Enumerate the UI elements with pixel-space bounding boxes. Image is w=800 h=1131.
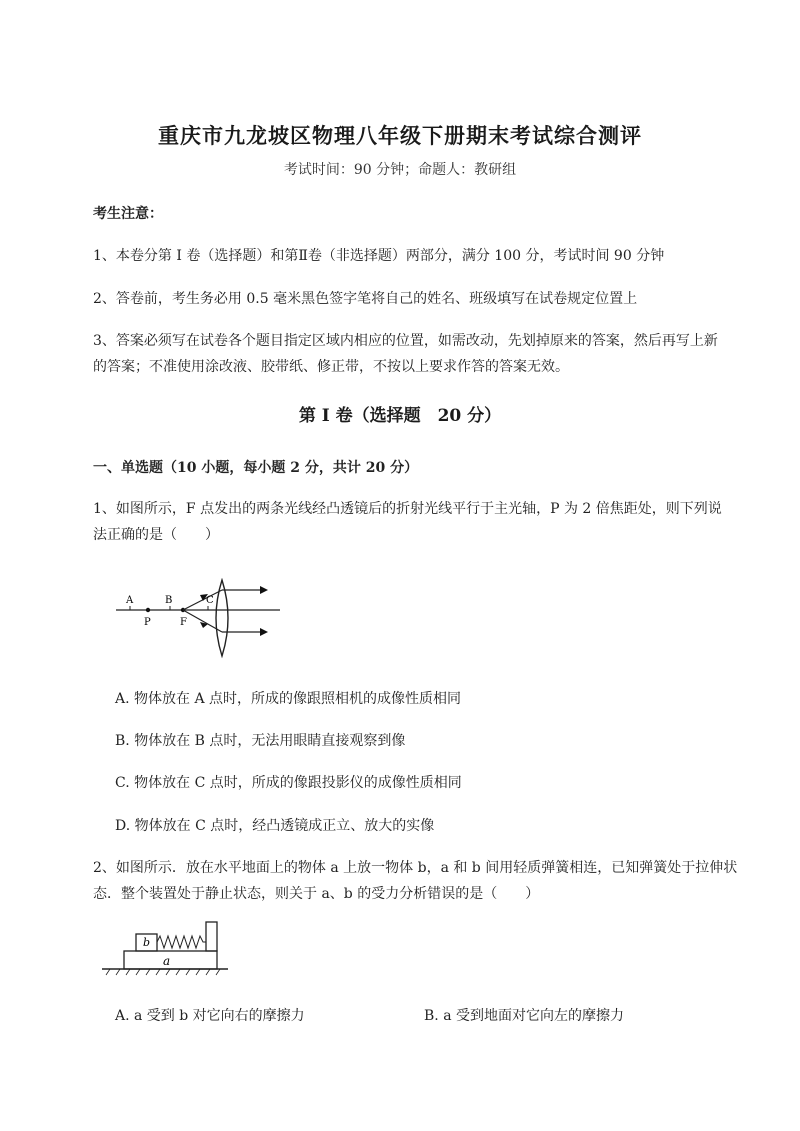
q2-option-a: A. a 受到 b 对它向右的摩擦力 bbox=[115, 1008, 305, 1024]
notice-heading: 考生注意： bbox=[93, 206, 163, 222]
block-a bbox=[124, 951, 217, 969]
convex-lens bbox=[216, 580, 228, 656]
arrow-icon bbox=[260, 586, 268, 594]
arrow-icon bbox=[260, 628, 268, 636]
lens-diagram bbox=[108, 578, 288, 663]
q1-option-b: B. 物体放在 B 点时，无法用眼睛直接观察到像 bbox=[115, 733, 406, 749]
notice-item-3-line2: 的答案；不准使用涂改液、胶带纸、修正带，不按以上要求作答的答案无效。 bbox=[93, 359, 569, 375]
label-c: C bbox=[206, 595, 214, 606]
page-title: 重庆市九龙坡区物理八年级下册期末考试综合测评 bbox=[158, 123, 642, 148]
q2-stem-line1: 2、如图所示．放在水平地面上的物体 a 上放一物体 b，a 和 b 间用轻质弹簧相连，已知弹簧处于拉伸状 bbox=[93, 860, 738, 876]
part-heading: 一、单选题（10 小题，每小题 2 分，共计 20 分） bbox=[93, 460, 419, 476]
q1-option-d: D. 物体放在 C 点时，经凸透镜成正立、放大的实像 bbox=[115, 818, 435, 834]
q2-option-b: B. a 受到地面对它向左的摩擦力 bbox=[424, 1008, 624, 1024]
q1-stem-line2: 法正确的是（ ） bbox=[93, 527, 219, 543]
q1-option-a: A. 物体放在 A 点时，所成的像跟照相机的成像性质相同 bbox=[115, 691, 462, 707]
ground-hatching bbox=[106, 969, 220, 975]
spring-block-diagram bbox=[100, 920, 230, 982]
q1-stem-line1: 1、如图所示，F 点发出的两条光线经凸透镜后的折射光线平行于主光轴，P 为 2 倍焦距处，则下列说 bbox=[93, 501, 722, 517]
point-p-dot bbox=[146, 608, 150, 612]
notice-item-2: 2、答卷前，考生务必用 0.5 毫米黑色签字笔将自己的姓名、班级填写在试卷规定位置上 bbox=[93, 291, 638, 307]
label-b: b bbox=[143, 936, 151, 949]
q1-option-c: C. 物体放在 C 点时，所成的像跟投影仪的成像性质相同 bbox=[115, 775, 462, 791]
label-f: F bbox=[180, 617, 187, 628]
notice-item-3-line1: 3、答案必须写在试卷各个题目指定区域内相应的位置，如需改动，先划掉原来的答案，然后再写上新 bbox=[93, 333, 718, 349]
wall-post bbox=[206, 922, 217, 951]
label-p: P bbox=[144, 617, 151, 628]
exam-info: 考试时间：90 分钟；命题人：教研组 bbox=[283, 162, 517, 178]
section-title: 第 I 卷（选择题 20 分） bbox=[298, 406, 502, 426]
label-a: A bbox=[126, 595, 134, 606]
label-a: a bbox=[163, 954, 171, 968]
notice-item-1: 1、本卷分第 I 卷（选择题）和第Ⅱ卷（非选择题）两部分，满分 100 分，考试时间 90 分钟 bbox=[93, 248, 665, 264]
spring bbox=[157, 936, 206, 948]
q2-stem-line2: 态．整个装置处于静止状态，则关于 a、b 的受力分析错误的是（ ） bbox=[93, 886, 540, 902]
label-b: B bbox=[165, 595, 173, 606]
